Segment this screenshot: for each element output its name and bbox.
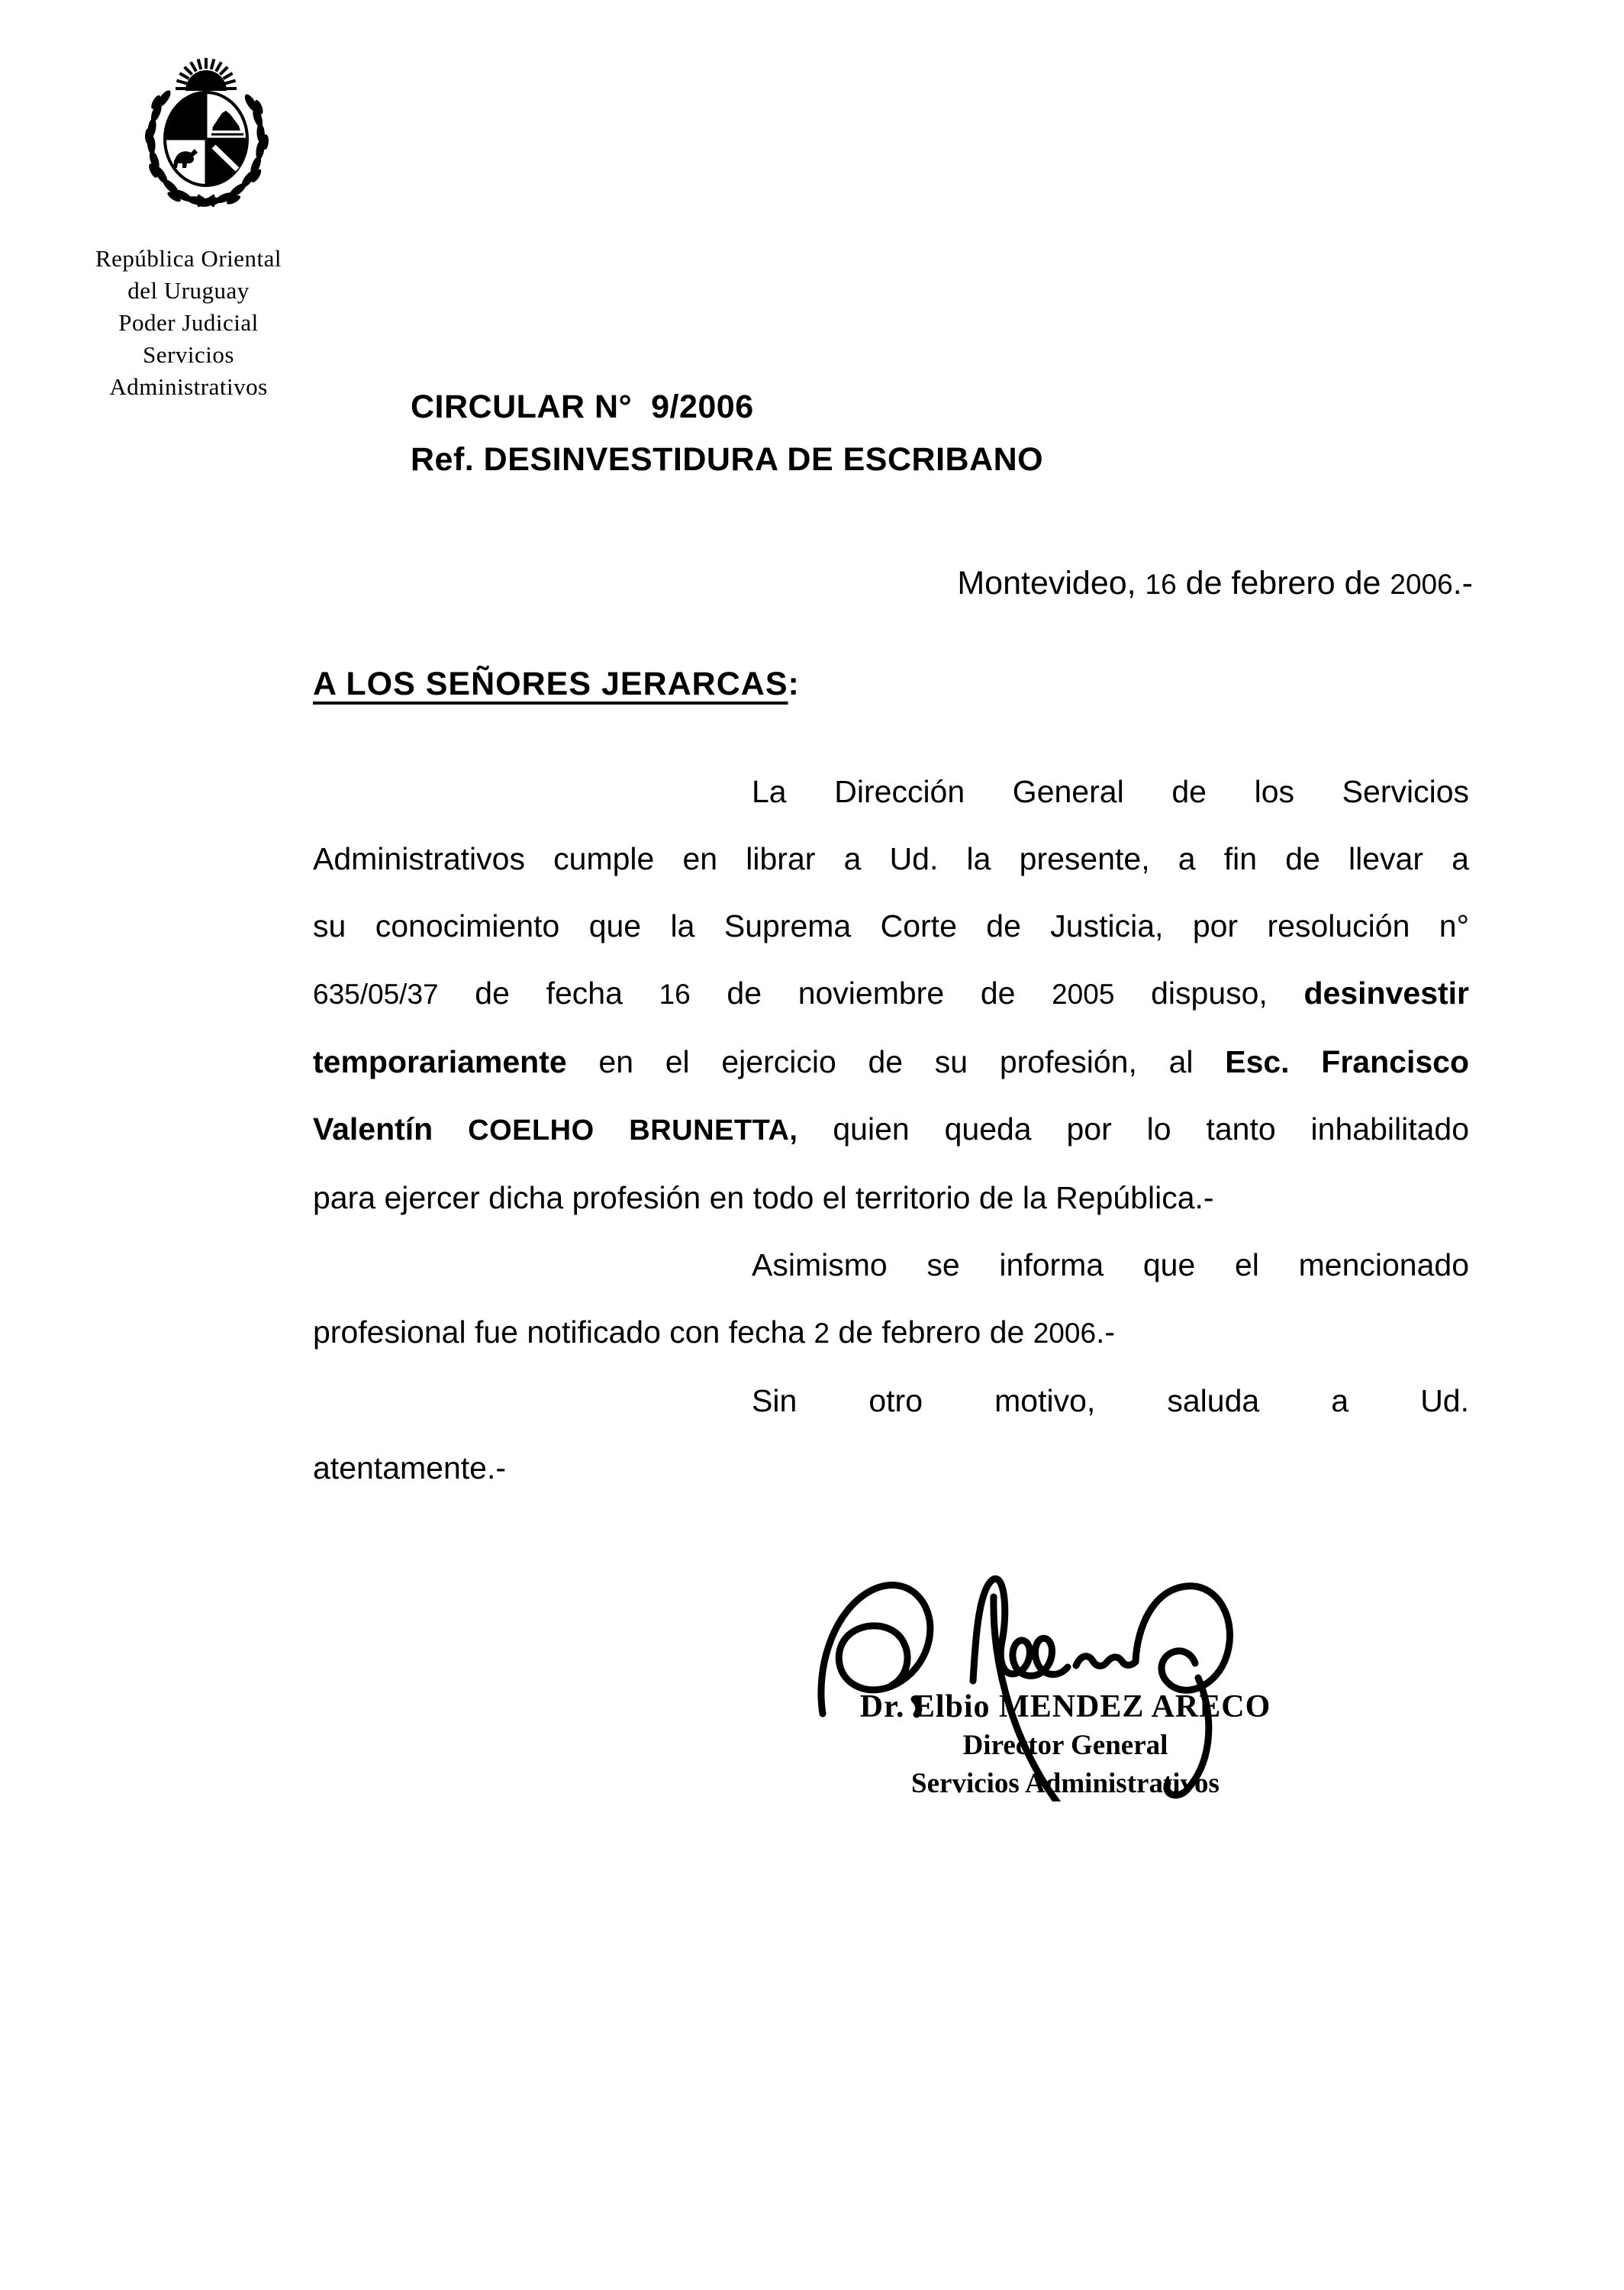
org-line: Administrativos — [109, 373, 268, 400]
body-line: atentamente.- — [313, 1450, 506, 1485]
body-line: Sin otro motivo, saluda a Ud. — [752, 1383, 1469, 1418]
org-line: Poder Judicial — [118, 309, 259, 336]
uruguay-coat-of-arms-icon — [140, 49, 274, 208]
date-day: 16 — [1145, 569, 1177, 600]
body-line: su conocimiento que la Suprema Corte de Justicia, por resolución n° — [313, 908, 1469, 943]
body-line: profesional fue notificado con fecha 2 de febrero de 2006.- — [313, 1314, 1116, 1350]
body-line: 635/05/37 de fecha 16 de noviembre de 2005 dispuso, desinvestir — [313, 976, 1469, 1011]
salutation-text: A LOS SEÑORES JERARCAS — [313, 666, 788, 702]
signer-department: Servicios Administrativos — [911, 1768, 1220, 1799]
salutation-colon: : — [788, 666, 800, 702]
org-line: Servicios — [143, 341, 234, 368]
body-line: Asimismo se informa que el mencionado — [752, 1247, 1469, 1282]
signature-block — [833, 1687, 1297, 1803]
signer-name: Dr. Elbio MENDEZ ARECO — [859, 1689, 1271, 1724]
date-suffix: .- — [1452, 565, 1473, 602]
date-line — [957, 563, 1473, 605]
org-line: del Uruguay — [127, 277, 250, 304]
body-line: para ejercer dicha profesión en todo el territorio de la República.- — [313, 1180, 1214, 1215]
date-year: 2006 — [1390, 569, 1453, 600]
date-prefix: Montevideo, — [957, 565, 1146, 602]
circular-number: CIRCULAR N° 9/2006 — [411, 389, 754, 425]
salutation — [313, 666, 800, 703]
signer-title: Director General — [962, 1730, 1168, 1761]
circular-header — [411, 389, 1043, 478]
org-line: República Oriental — [95, 245, 282, 272]
body-line: La Dirección General de los Servicios — [752, 774, 1469, 809]
date-middle: de febrero de — [1176, 565, 1390, 602]
resolution-number: 635/05/37 — [313, 979, 439, 1010]
circular-reference: Ref. DESINVESTIDURA DE ESCRIBANO — [411, 441, 1044, 478]
body-line: Valentín COELHO BRUNETTA, quien queda por lo tanto inhabilitado — [313, 1111, 1469, 1147]
letter-body — [313, 758, 1469, 1501]
letterhead — [55, 243, 322, 403]
body-line: Administrativos cumple en librar a Ud. la presente, a fin de llevar a — [313, 841, 1469, 876]
body-line: temporariamente en el ejercicio de su profesión, al Esc. Francisco — [313, 1044, 1469, 1079]
notary-surname: COELHO BRUNETTA, — [468, 1114, 798, 1147]
